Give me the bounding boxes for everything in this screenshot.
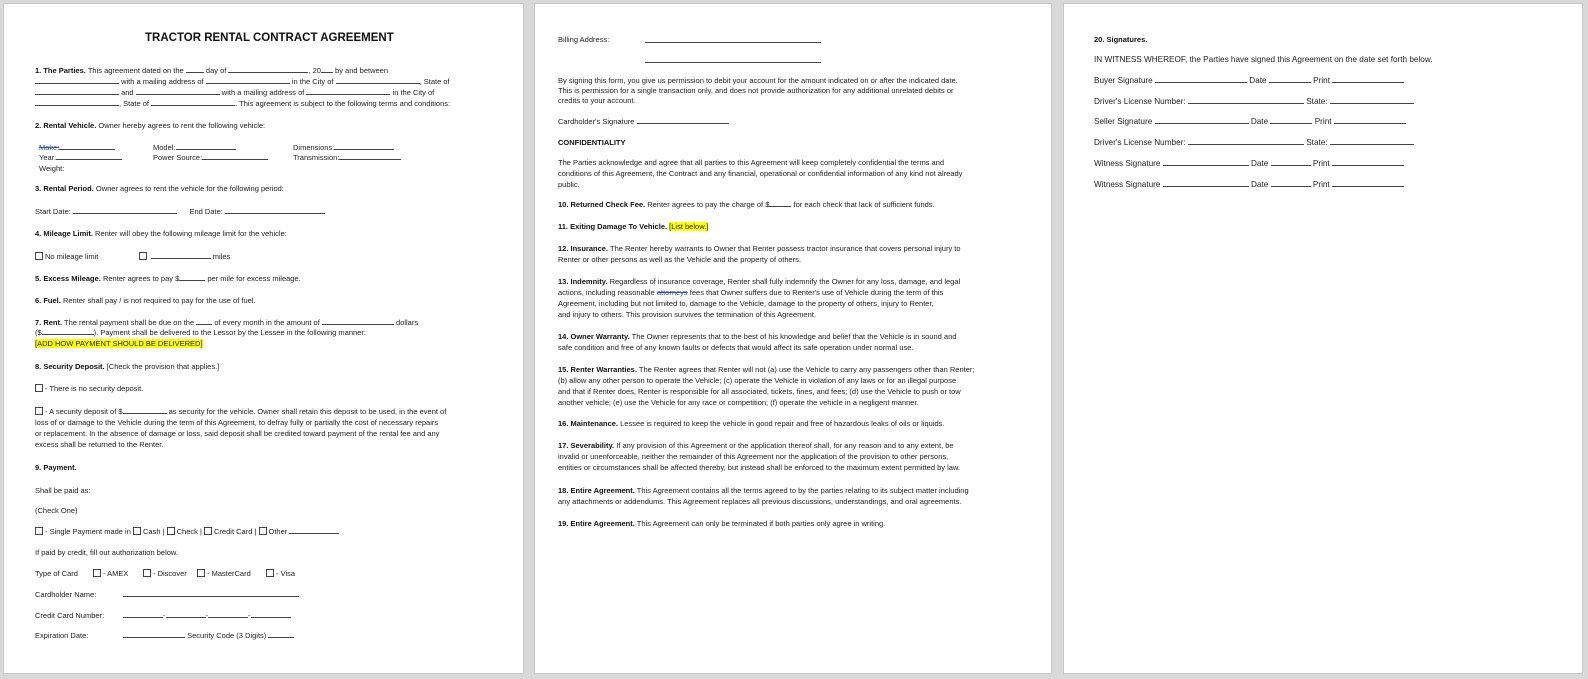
buyer-date-line[interactable] (1269, 75, 1311, 83)
confidentiality-heading: CONFIDENTIALITY (558, 138, 626, 147)
document-title: TRACTOR RENTAL CONTRACT AGREEMENT (145, 32, 394, 44)
card-type-visa: - Visa (266, 568, 295, 579)
visa-checkbox[interactable] (266, 569, 274, 577)
buyer-signature-row: Buyer Signature Date Print (1094, 75, 1404, 86)
credit-auth-note: If paid by credit, fill out authorization below. (35, 548, 178, 557)
document-page-2 (534, 3, 1052, 674)
authorization-text-2: This is permission for a single transaction only, and does not provide authorization for any additional unrelated debits or (558, 86, 954, 95)
credit-card-checkbox[interactable] (204, 527, 212, 535)
witness-1-print-line[interactable] (1332, 158, 1404, 166)
expiration-field: Security Code (3 Digits) (123, 630, 294, 641)
witness-whereof-text: IN WITNESS WHEREOF, the Parties have signed this Agreement on the date set forth below. (1094, 55, 1433, 64)
section-5-line: 5. Excess Mileage. Renter agrees to pay $ per mile for excess mileage. (35, 274, 301, 283)
witness-2-print-line[interactable] (1332, 179, 1404, 187)
section-1-line-2: with a mailing address of in the City of , State of (35, 76, 450, 87)
section-7-line-2: ($ ). Payment shall be delivered to the Lessor by the Lessee in the following manner: (35, 328, 366, 337)
vehicle-year-field: Year: (39, 152, 122, 163)
mastercard-checkbox[interactable] (197, 569, 205, 577)
vehicle-weight-field: Weight: (39, 164, 65, 173)
authorization-text-1: By signing this form, you give us permission to debit your account for the amount indicated on or after the indicated date. (558, 76, 958, 85)
payment-method-options: - Single Payment made in Cash | Check | Credit Card | Other (35, 526, 339, 537)
other-checkbox[interactable] (259, 527, 267, 535)
seller-signature-row: Seller Signature Date Print (1094, 116, 1406, 127)
billing-address-line-1[interactable] (645, 42, 821, 43)
cc-number-field[interactable]: - - - (123, 610, 291, 621)
cardholder-signature-field: Cardholder's Signature (558, 116, 729, 127)
section-13-line-3: Agreement, including but not limited to, damage to the Vehicle, damage to the property of others, injury to Renter, (558, 299, 934, 308)
seller-license-line[interactable] (1188, 137, 1304, 145)
section-8-heading: 8. Security Deposit. [Check the provision that applies.] (35, 362, 220, 371)
card-type-mastercard: - MasterCard (197, 568, 251, 579)
section-13-line-2: actions, including reasonable attorneys fees that Owner suffers due to Renter's use of Vehicle during the term of this (558, 288, 944, 297)
section-17-line-1: 17. Severability. If any provision of this Agreement or the application thereof shall, for any reason and to any extent, be (558, 441, 954, 450)
section-19-line: 19. Entire Agreement. This Agreement can only be terminated if both parties only agree in writing. (558, 519, 886, 528)
confidentiality-text-1: The Parties acknowledge and agree that all parties to this Agreement will keep completely confidential the terms and (558, 158, 945, 167)
document-page-3 (1063, 3, 1583, 674)
witness-2-signature-row: Witness Signature Date Print (1094, 179, 1404, 190)
seller-state-line[interactable] (1330, 137, 1414, 145)
card-type-label: Type of Card (35, 569, 78, 578)
section-7-line-1: 7. Rent. The rental payment shall be due on the of every month in the amount of dollars (35, 318, 419, 327)
buyer-print-line[interactable] (1332, 75, 1404, 83)
single-payment-checkbox[interactable] (35, 527, 43, 535)
no-deposit-checkbox[interactable] (35, 384, 43, 392)
cc-number-label: Credit Card Number: (35, 611, 105, 620)
section-15-line-4: another vehicle; (e) use the Vehicle for any race or competition; (f) operate the vehicle in a negligent manner. (558, 398, 919, 407)
section-6-line: 6. Fuel. Renter shall pay / is not required to pay for the use of fuel. (35, 296, 256, 305)
section-18-line-2: any attachments or addendums. This Agreement replaces all previous discussions, understandings, and oral agreements. (558, 497, 962, 506)
deposit-text-3: or replacement. In the absence of damage or loss, said deposit shall be credited toward payment of the rental fee and any (35, 429, 440, 438)
witness-2-date-line[interactable] (1271, 179, 1311, 187)
cash-checkbox[interactable] (133, 527, 141, 535)
witness-1-date-line[interactable] (1271, 158, 1311, 166)
cardholder-name-line[interactable] (123, 596, 299, 597)
buyer-license-line[interactable] (1188, 96, 1304, 104)
seller-date-line[interactable] (1270, 116, 1312, 124)
section-15-line-1: 15. Renter Warranties. The Renter agrees that Renter will not (a) use the Vehicle to carry any passengers other than Renter; (558, 365, 975, 374)
deposit-option-none: - There is no security deposit. (35, 383, 143, 394)
section-15-line-3: and that if Renter does, Renter is responsible for all associated, tickets, fines, and fees; (d) use the Vehicle to push or tow (558, 387, 961, 396)
billing-address-line-2[interactable] (645, 62, 821, 63)
vehicle-transmission-field: Transmission: (293, 152, 401, 163)
payment-delivery-placeholder: [ADD HOW PAYMENT SHOULD BE DELIVERED] (35, 339, 203, 348)
confidentiality-text-2: conditions of this Agreement, the Contract and any financial, operational or confidential information of any kind not already (558, 169, 963, 178)
check-checkbox[interactable] (167, 527, 175, 535)
witness-1-signature-row: Witness Signature Date Print (1094, 158, 1404, 169)
section-1-line-1: 1. The Parties. This agreement dated on the day of , 20 by and between (35, 66, 389, 75)
expiration-label: Expiration Date: (35, 631, 89, 640)
no-limit-checkbox[interactable] (35, 252, 43, 260)
card-type-amex: - AMEX (93, 568, 128, 579)
vehicle-power-field: Power Source: (153, 152, 268, 163)
section-15-line-2: (b) allow any other person to operate the Vehicle; (c) operate the Vehicle in violation of any laws or for an illegal purpose (558, 376, 957, 385)
witness-1-signature-line[interactable] (1163, 158, 1249, 166)
mileage-options: No mileage limit miles (35, 251, 230, 262)
section-13-line-4: and injury to others. This provision survives the termination of this Agreement. (558, 310, 816, 319)
section-12-line-1: 12. Insurance. The Renter hereby warrants to Owner that Renter possess tractor insurance that covers personal injury to (558, 244, 961, 253)
authorization-text-3: credits to your account. (558, 96, 636, 105)
deposit-text-2: loss of or damage to the Vehicle during the term of this Agreement, to defray fully or partially the cost of necessary repairs (35, 418, 439, 427)
paid-as-label: Shall be paid as: (35, 486, 91, 495)
section-14-line-2: safe condition and free of any known faults or defects that would affect its safe operation under normal use. (558, 343, 914, 352)
confidentiality-text-3: public. (558, 180, 580, 189)
section-2-heading: 2. Rental Vehicle. Owner hereby agrees to rent the following vehicle: (35, 121, 266, 130)
billing-address-label: Billing Address: (558, 35, 610, 44)
buyer-signature-line[interactable] (1155, 75, 1247, 83)
buyer-license-row: Driver's License Number: State: (1094, 96, 1414, 107)
rental-dates-line: Start Date: End Date: (35, 206, 325, 217)
witness-2-signature-line[interactable] (1163, 179, 1249, 187)
deposit-text-4: excess shall be returned to the Renter. (35, 440, 164, 449)
deposit-option-amount: - A security deposit of $ as security for the vehicle. Owner shall retain this deposit to be used, in the event of (35, 406, 446, 417)
check-one-label: (Check One) (35, 506, 78, 515)
vehicle-make-field: Make: (39, 142, 115, 153)
seller-license-row: Driver's License Number: State: (1094, 137, 1414, 148)
document-page-1 (3, 3, 524, 674)
section-17-line-3: entities or circumstances shall be affected thereby, but instead shall be enforced to the maximum extent permitted by law. (558, 463, 961, 472)
section-10-line: 10. Returned Check Fee. Renter agrees to pay the charge of $ for each check that lack of sufficient funds. (558, 200, 935, 209)
section-3-heading: 3. Rental Period. Owner agrees to rent the vehicle for the following period: (35, 184, 284, 193)
vehicle-dimensions-field: Dimensions: (293, 142, 394, 153)
section-20-heading: 20. Signatures. (1094, 35, 1148, 44)
section-12-line-2: Renter or other persons as well as the Vehicle and the property of others. (558, 255, 802, 264)
section-13-line-1: 13. Indemnity. Regardless of insurance coverage, Renter shall fully indemnify the Owner for any loss, damage, and legal (558, 277, 961, 286)
discover-checkbox[interactable] (143, 569, 151, 577)
section-16-line: 16. Maintenance. Lessee is required to keep the vehicle in good repair and free of hazardous leaks of oils or liquids. (558, 419, 945, 428)
section-9-heading: 9. Payment. (35, 463, 77, 472)
section-4-heading: 4. Mileage Limit. Renter will obey the following mileage limit for the vehicle: (35, 229, 287, 238)
amex-checkbox[interactable] (93, 569, 101, 577)
seller-print-line[interactable] (1334, 116, 1406, 124)
section-17-line-2: invalid or unenforceable, neither the remainder of this Agreement nor the application of the provision to other persons, (558, 452, 949, 461)
card-type-discover: - Discover (143, 568, 187, 579)
mileage-limit-checkbox[interactable] (139, 252, 147, 260)
section-14-line-1: 14. Owner Warranty. The Owner represents that to the best of his knowledge and belief that the Vehicle is in sound and (558, 332, 957, 341)
section-1-line-4: , State of . This agreement is subject to the following terms and conditions: (35, 98, 450, 109)
section-11-line: 11. Exiting Damage To Vehicle. [List below.] (558, 222, 709, 231)
seller-signature-line[interactable] (1155, 116, 1249, 124)
section-18-line-1: 18. Entire Agreement. This Agreement contains all the terms agreed to by the parties relating to its subject matter including (558, 486, 969, 495)
deposit-checkbox[interactable] (35, 407, 43, 415)
vehicle-model-field: Model: (153, 142, 236, 153)
cardholder-name-label: Cardholder Name: (35, 590, 97, 599)
section-1-line-3: and with a mailing address of in the City of (35, 87, 434, 98)
buyer-state-line[interactable] (1330, 96, 1414, 104)
